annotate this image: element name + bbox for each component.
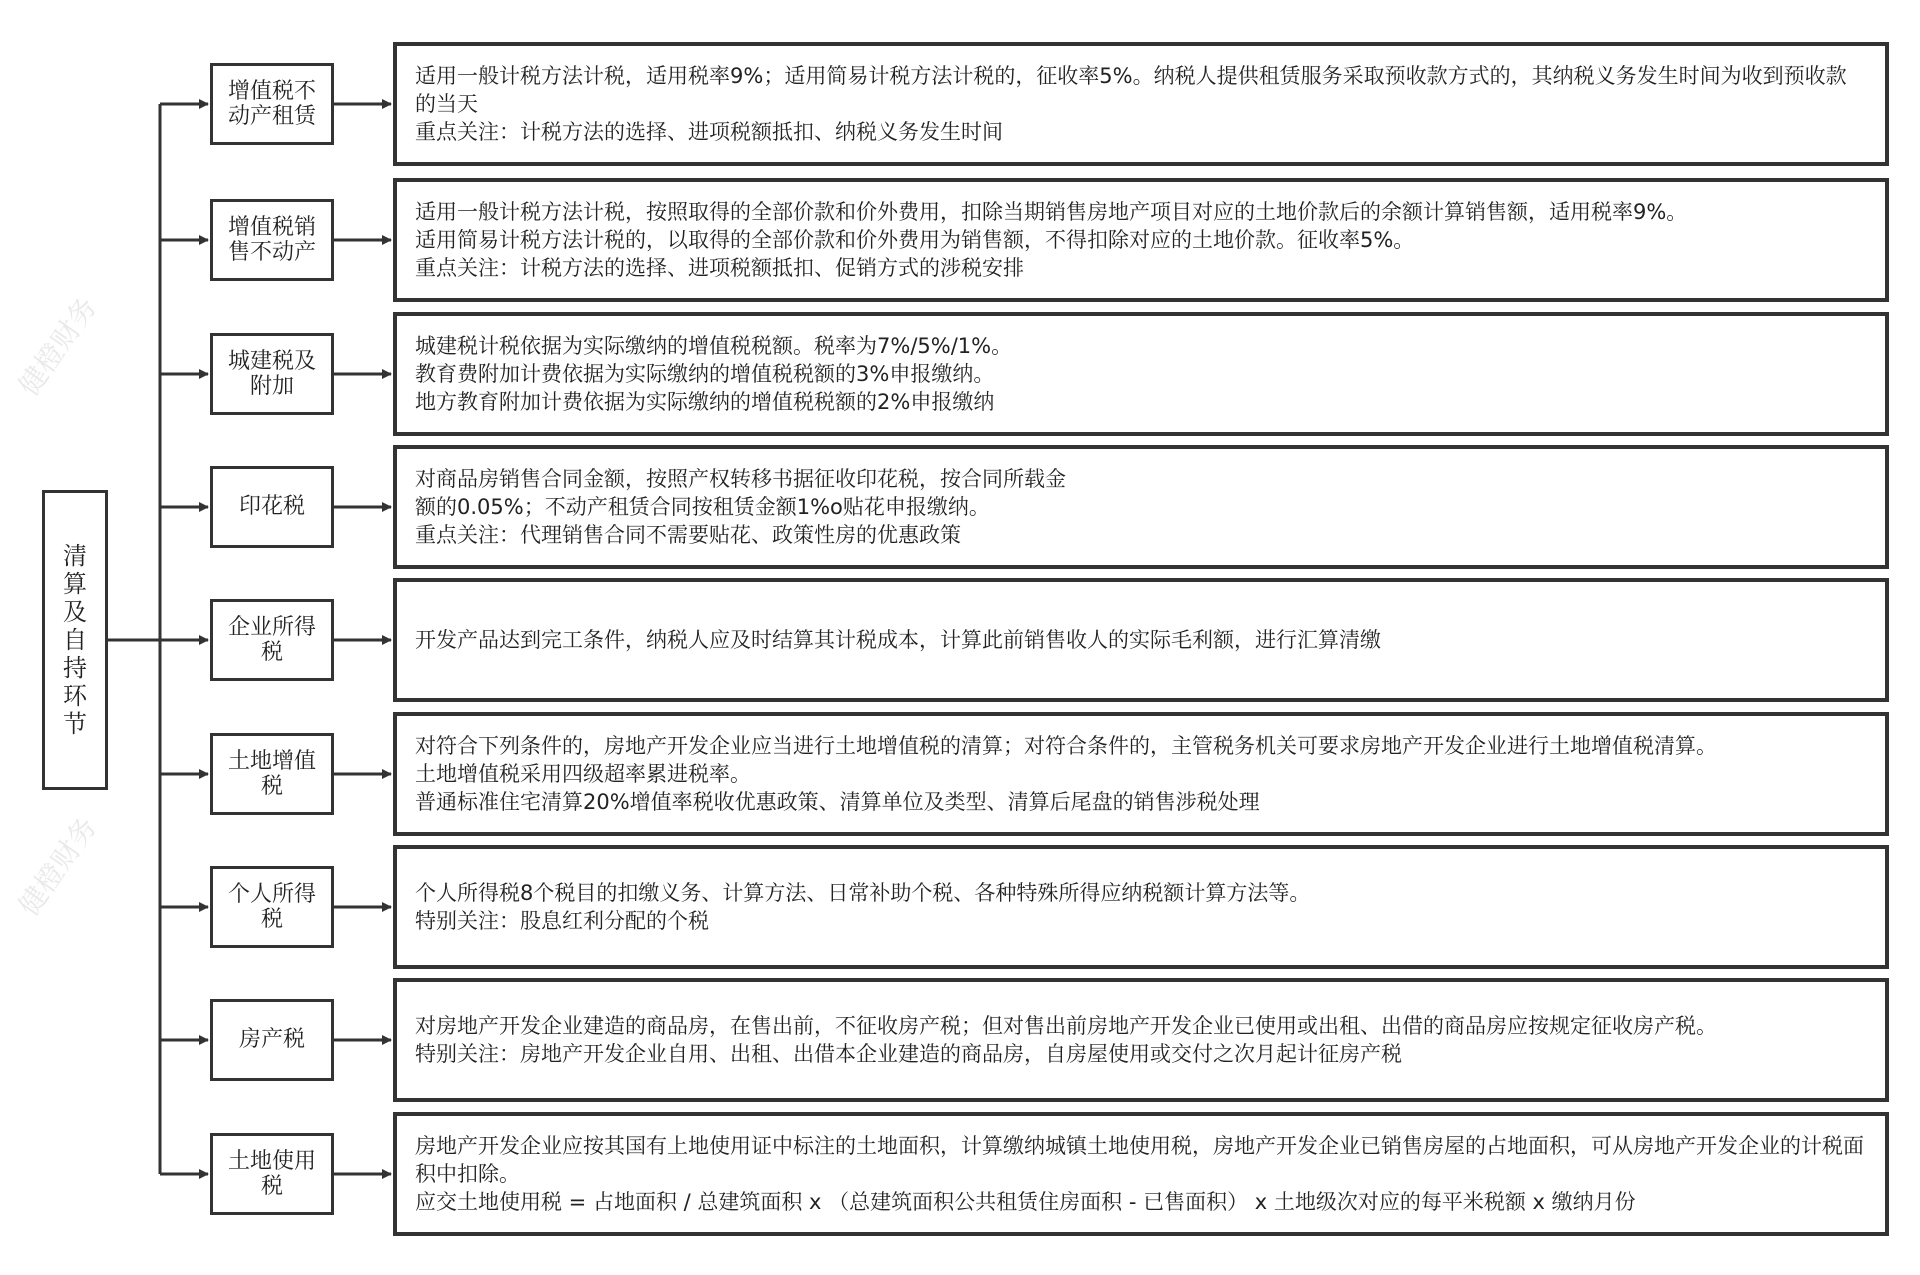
category-label: 土地增值税 (227, 749, 316, 799)
detail-box (393, 178, 1889, 302)
detail-text: 个人所得税8个税目的扣缴义务、计算方法、日常补助个税、各种特殊所得应纳税额计算方法等。 特别关注：股息红利分配的个税 (415, 881, 1311, 933)
category-label: 房产税 (238, 1027, 305, 1052)
detail-text: 开发产品达到完工条件，纳税人应及时结算其计税成本，计算此前销售收人的实际毛利额，进行汇算清缴 (415, 628, 1381, 652)
detail-text: 对符合下列条件的，房地产开发企业应当进行土地增值税的清算；对符合条件的，主管税务机关可要求房地产开发企业进行土地增值税清算。 土地增值税采用四级超率累进税率。 普通标准住宅清算20%增值率税收优惠政策、清算单位及类型、清算后尾盘的销售涉税处理 (415, 734, 1717, 814)
detail-box (393, 1112, 1889, 1236)
detail-text: 房地产开发企业应按其国有上地使用证中标注的土地面积，计算缴纳城镇土地使用税，房地产开发企业已销售房屋的占地面积，可从房地产开发企业的计税面积中扣除。 应交土地使用税 = 占地面积 / 总建筑面积 x （总建筑面积公共租赁住房面积 - 已售面积） x 土地级次对应的每平米税额 x 缴纳月份 (415, 1134, 1864, 1214)
detail-box (393, 578, 1889, 702)
detail-box (393, 42, 1889, 166)
category-node (210, 866, 334, 948)
root-node (42, 490, 108, 790)
category-label: 印花税 (238, 494, 305, 519)
detail-text: 对商品房销售合同金额，按照产权转移书据征收印花税，按合同所载金 额的0.05%；不动产租赁合同按租赁金额1%o贴花申报缴纳。 重点关注：代理销售合同不需要贴花、政策性房的优惠政策 (415, 467, 1066, 547)
detail-box (393, 978, 1889, 1102)
detail-text: 对房地产开发企业建造的商品房，在售出前，不征收房产税；但对售出前房地产开发企业已使用或出租、出借的商品房应按规定征收房产税。 特别关注：房地产开发企业自用、出租、出借本企业建造的商品房，自房屋使用或交付之次月起计征房产税 (415, 1014, 1717, 1066)
category-label: 企业所得税 (227, 615, 316, 665)
category-node (210, 599, 334, 681)
watermark: 健橙财务 (12, 811, 104, 922)
category-label: 土地使用税 (227, 1149, 316, 1199)
watermark: 健橙财务 (12, 291, 104, 402)
category-node (210, 466, 334, 548)
detail-box (393, 445, 1889, 569)
detail-text: 适用一般计税方法计税，适用税率9%；适用简易计税方法计税的，征收率5%。纳税人提供租赁服务采取预收款方式的，其纳税义务发生时间为收到预收款的当天 重点关注：计税方法的选择、进项税额抵扣、纳税义务发生时间 (415, 64, 1847, 144)
detail-box (393, 312, 1889, 436)
category-node (210, 199, 334, 281)
category-node (210, 733, 334, 815)
category-label: 增值税不动产租赁 (227, 79, 316, 129)
category-node (210, 333, 334, 415)
detail-box (393, 845, 1889, 969)
detail-text: 适用一般计税方法计税，按照取得的全部价款和价外费用，扣除当期销售房地产项目对应的土地价款后的余额计算销售额，适用税率9%。 适用简易计税方法计税的，以取得的全部价款和价外费用为销售额，不得扣除对应的土地价款。征收率5%。 重点关注：计税方法的选择、进项税额抵扣、促销方式的涉税安排 (415, 200, 1688, 280)
category-node (210, 1133, 334, 1215)
detail-box (393, 712, 1889, 836)
category-label: 增值税销售不动产 (227, 215, 316, 265)
category-node (210, 63, 334, 145)
category-label: 城建税及附加 (227, 349, 316, 399)
category-node (210, 999, 334, 1081)
detail-text: 城建税计税依据为实际缴纳的增值税税额。税率为7%/5%/1%。 教育费附加计费依据为实际缴纳的增值税税额的3%申报缴纳。 地方教育附加计费依据为实际缴纳的增值税税额的2%申报缴纳 (415, 334, 1013, 414)
category-label: 个人所得税 (227, 882, 316, 932)
root-label: 清算及自持环节 (63, 542, 87, 738)
